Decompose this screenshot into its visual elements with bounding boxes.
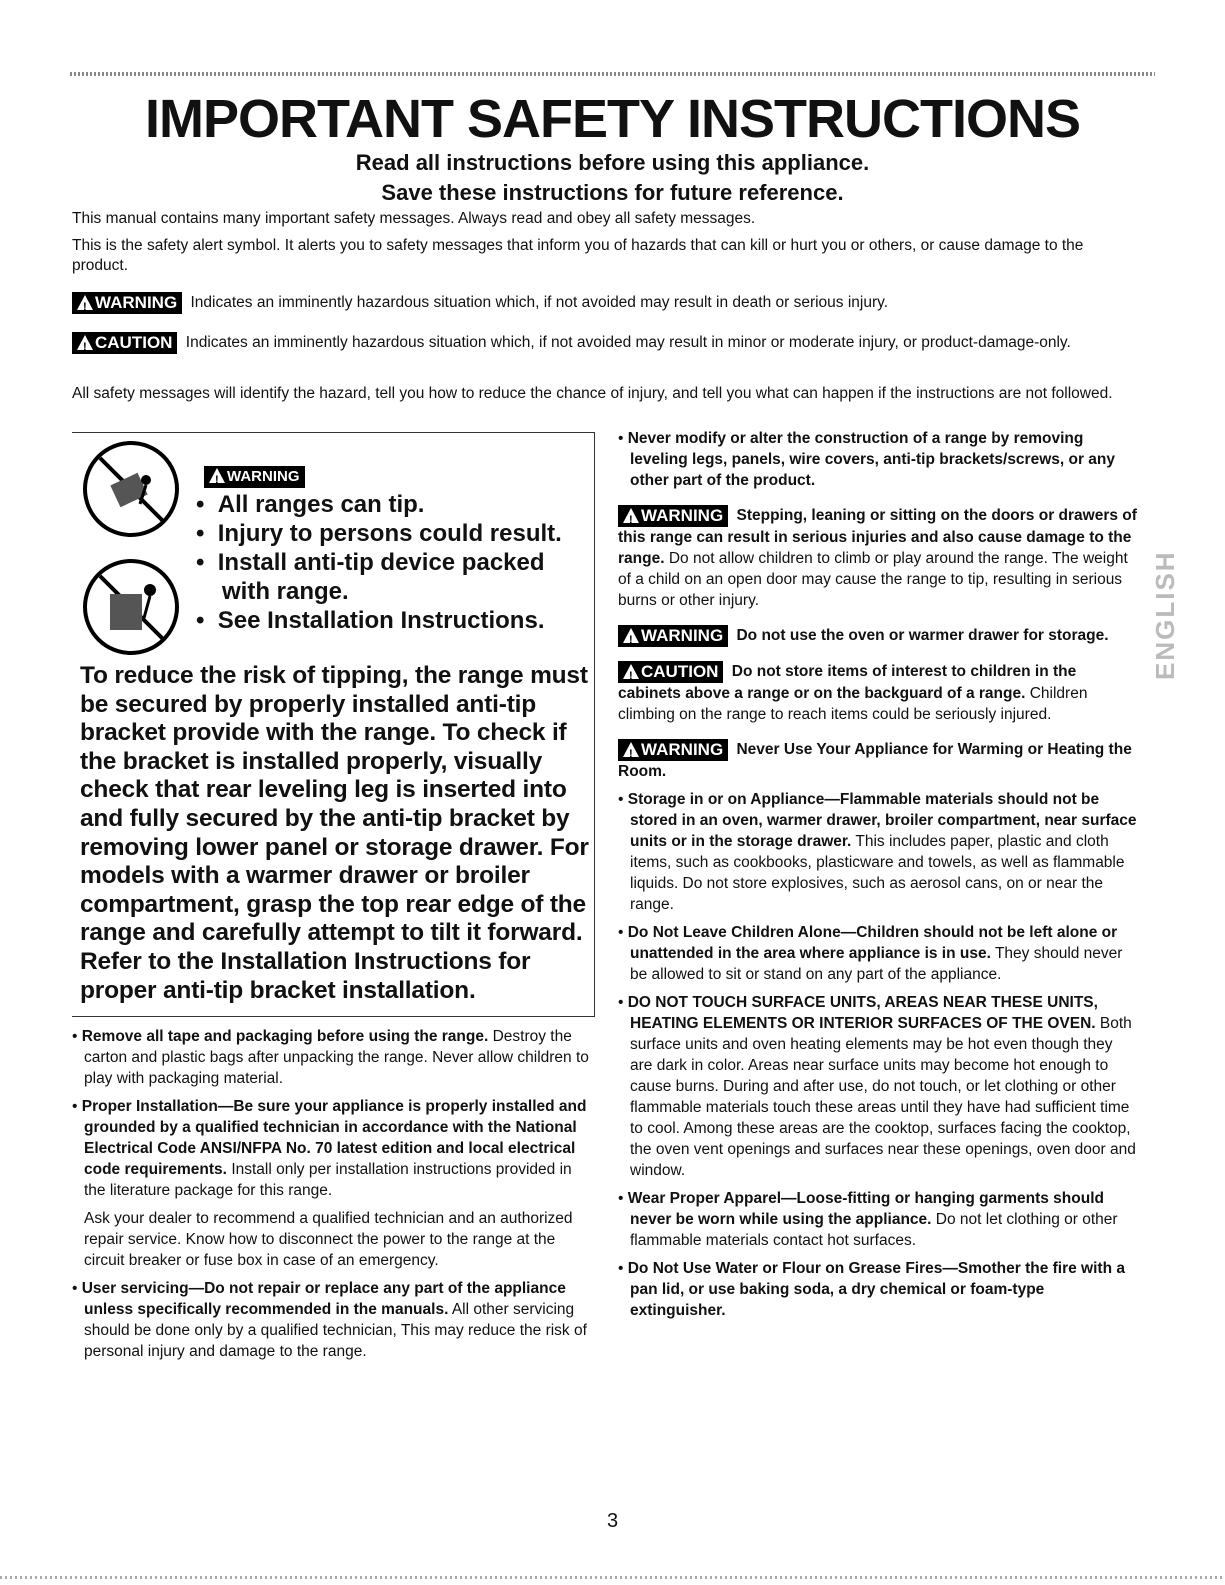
list-item: • Proper Installation—Be sure your appliance is properly installed and grounded by a qualified technician in accordance with the National Electrical Code ANSI/NFPA No. 70 latest edition and local electrical code requirements. Install only per installation instructions provided in the literature package for this range. [72, 1098, 587, 1199]
bullet-item: • See Installation Instructions. [196, 607, 545, 634]
anti-tip-instructions: To reduce the risk of tipping, the range must be secured by properly installed anti-tip bracket provide with the range. To check if the bracket is installed properly, visually check that rear leveling leg is inserted into and fully secured by the anti-tip bracket by removing lower panel or storage drawer. For models with a warmer drawer or broiler compartment, grasp the top rear edge of the range and carefully attempt to tilt it forward. Refer to the Installation Instructions for proper anti-tip bracket installation. [80, 662, 589, 1004]
subtitle-save: Save these instructions for future reference. [381, 180, 844, 205]
language-side-tab: ENGLISH [1150, 550, 1180, 680]
alert-triangle-icon [623, 664, 639, 679]
list-item: • DO NOT TOUCH SURFACE UNITS, AREAS NEAR THESE UNITS, HEATING ELEMENTS OR INTERIOR SURFACES OF THE OVEN. Both surface units and oven heating elements may be hot even though they are dark in color. Areas near surface units may become hot enough to cause burns. During and after use, do not touch, or let clothing or other flammable materials touch these areas until they have had sufficient time to cool. Among these areas are the cooktop, surfaces facing the cooktop, the oven vent openings and surfaces near these openings, oven door and window. [618, 994, 1136, 1179]
warning-definition: !WARNING Indicates an imminently hazardous situation which, if not avoided may result in death or serious injury. [72, 292, 1152, 314]
page-title: IMPORTANT SAFETY INSTRUCTIONS [144, 89, 1080, 149]
intro-paragraph-1: This manual contains many important safety messages. Always read and obey all safety messages. [72, 210, 756, 227]
list-item: • Do Not Leave Children Alone—Children should not be left alone or unattended in the area where appliance is in use. They should never be allowed to sit or stand on any part of the appliance. [618, 924, 1123, 983]
bullet-item: • All ranges can tip. [196, 491, 425, 518]
caution-signal-word: !CAUTION [72, 332, 177, 354]
child-climbing-hazard-icon [80, 556, 182, 658]
range-tip-hazard-icon [80, 438, 182, 540]
warning-paragraph: !WARNING Stepping, leaning or sitting on the doors or drawers of this range can result in serious injuries and also cause damage to the range. Do not allow children to climb or play around the range. The weight of a child on an open door may cause the range to tip, resulting in serious burns or other injury. [618, 505, 1138, 611]
list-item: • Remove all tape and packaging before using the range. Destroy the carton and plastic bags after unpacking the range. Never allow children to play with packaging material. [72, 1028, 589, 1087]
alert-triangle-icon [623, 628, 639, 643]
left-column [72, 1026, 592, 1369]
intro-paragraph-2: This is the safety alert symbol. It alerts you to safety messages that inform you of hazards that can kill or hurt you or others, or cause damage to the product. [72, 237, 1084, 274]
alert-triangle-icon [77, 335, 93, 350]
right-column [618, 428, 1138, 1328]
top-rule [70, 72, 1155, 76]
alert-triangle-icon [623, 742, 639, 757]
tip-warning-bullets [196, 490, 582, 635]
bottom-rule [0, 1576, 1225, 1579]
paragraph: Ask your dealer to recommend a qualified technician and an authorized repair service. Know how to disconnect the power to the range at the circuit breaker or fuse box in case of an emergency. [84, 1210, 573, 1269]
alert-triangle-icon [623, 508, 639, 523]
list-item: • User servicing—Do not repair or replace any part of the appliance unless specifically recommended in the manuals. All other servicing should be done only by a qualified technician, This may reduce the risk of personal injury and damage to the range. [72, 1280, 587, 1360]
alert-triangle-icon [77, 295, 93, 310]
box-warning-signal: !WARNING [204, 466, 309, 488]
alert-triangle-icon [209, 468, 225, 483]
warning-signal-word: !WARNING [72, 292, 182, 314]
intro-paragraph-3: All safety messages will identify the hazard, tell you how to reduce the chance of injury, and tell you what can happen if the instructions are not followed. [72, 385, 1113, 402]
warning-paragraph: !WARNING Never Use Your Appliance for Warming or Heating the Room. [618, 739, 1138, 782]
list-item: • Wear Proper Apparel—Loose-fitting or hanging garments should never be worn while using the appliance. Do not let clothing or other flammable materials contact hot surfaces. [618, 1190, 1118, 1249]
list-item: • Never modify or alter the construction of a range by removing leveling legs, panels, wire covers, anti-tip brackets/screws, or any other part of the product. [618, 430, 1116, 489]
bullet-item: • Injury to persons could result. [196, 520, 562, 547]
warning-paragraph: !WARNING Do not use the oven or warmer drawer for storage. [618, 625, 1138, 647]
caution-paragraph: !CAUTION Do not store items of interest to children in the cabinets above a range or on the backguard of a range. Children climbing on the range to reach items could be seriously injured. [618, 661, 1138, 725]
bullet-item: • Install anti-tip device packed with range. [196, 549, 545, 605]
list-item: • Do Not Use Water or Flour on Grease Fires—Smother the fire with a pan lid, or use baking soda, a dry chemical or foam-type extinguisher. [618, 1260, 1125, 1319]
list-item: • Storage in or on Appliance—Flammable materials should not be stored in an oven, warmer drawer, broiler compartment, near surface units or in the storage drawer. This includes paper, plastic and cloth items, such as cookbooks, plasticware and towels, as well as flammable liquids. Do not store explosives, such as aerosol cans, on or near the range. [618, 791, 1137, 913]
caution-definition: !CAUTION Indicates an imminently hazardous situation which, if not avoided may result in minor or moderate injury, or product-damage-only. [72, 332, 1152, 354]
subtitle-read: Read all instructions before using this appliance. [355, 150, 870, 175]
page-number: 3 [606, 1510, 619, 1532]
